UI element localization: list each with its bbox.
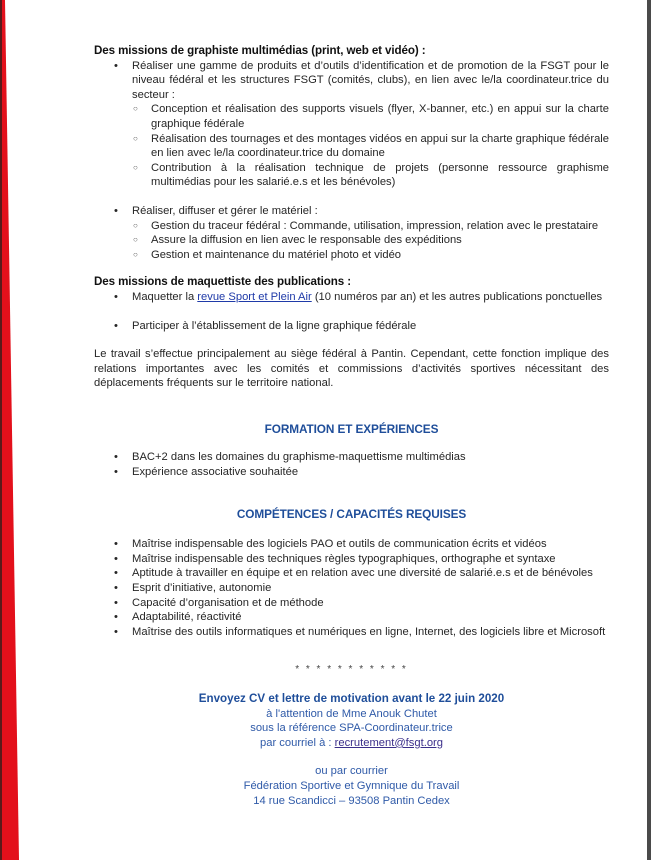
bullet-icon: • [114,290,118,303]
formation-list [94,450,609,479]
sub-list-item-text: Assure la diffusion en lien avec le responsable des expéditions [151,234,462,247]
bullet-icon: • [114,466,118,479]
list-item-text: Maîtrise des outils informatiques et numériques en ligne, Internet, des logiciels libre et Microsoft [132,625,606,638]
list-item-text: Esprit d’initiative, autonomie [132,582,272,595]
bullet-icon: • [114,538,118,551]
competences-list [94,537,609,639]
formation-heading: FORMATION ET EXPÉRIENCES [264,421,439,436]
list-item [94,566,609,581]
sub-list-item-text: Gestion du traceur fédéral : Commande, utilisation, impression, relation avec le prestataire [151,219,599,232]
revue-link[interactable]: revue Sport et Plein Air [197,290,312,303]
list-item-text-after: (10 numéros par an) et les autres publications ponctuelles [311,290,603,303]
list-item [94,581,609,596]
list-item [94,290,609,305]
sub-list-item-text: Contribution à la réalisation technique de projets (personne ressource graphisme multimédias pour les salarié.e.s et les bénévoles) [151,161,609,189]
sub-list-item [132,219,609,234]
list-item [94,465,609,480]
list-item-text: Maîtrise indispensable des techniques règles typographiques, orthographe et syntaxe [132,552,556,565]
list-item-text: Capacité d’organisation et de méthode [132,596,324,609]
red-strip-shadow [0,0,2,860]
competences-heading: COMPÉTENCES / CAPACITÉS REQUISES [236,506,467,521]
hollow-bullet-icon: ○ [133,220,138,230]
list-item-text: Expérience associative souhaitée [132,466,299,479]
list-item [94,537,609,552]
contact-attention: à l'attention de Mme Anouk Chutet [266,707,437,720]
sub-list-item-text: Gestion et maintenance du matériel photo et vidéo [151,248,402,261]
list-item [94,450,609,465]
separator-stars: * * * * * * * * * * * [295,664,408,676]
document-page [94,44,609,808]
spacer [94,305,609,319]
contact-or-mail: ou par courrier [315,765,388,778]
list-item-text: Participer à l’établissement de la ligne graphique fédérale [132,319,417,332]
contact-email-line [94,736,609,751]
bullet-icon: • [114,451,118,464]
list-item-text: Maîtrise indispensable des logiciels PAO et outils de communication écrits et vidéos [132,538,547,551]
sub-list-item [132,132,609,161]
bullet-icon: • [114,567,118,580]
red-strip-shape [0,0,19,860]
bullet-icon: • [114,319,118,332]
maquettiste-list [94,290,609,333]
list-item [94,319,609,334]
list-item [94,204,609,262]
sub-list-item [132,233,609,248]
bullet-icon: • [114,552,118,565]
sub-list-item-text: Conception et réalisation des supports visuels (flyer, X-banner, etc.) en appui sur la charte graphique fédérale [151,103,609,130]
email-link[interactable]: recrutement@fsgt.org [334,736,443,749]
list-item-text: Réaliser, diffuser et gérer le matériel : [132,204,318,217]
sub-list-item [132,161,609,190]
list-item [94,610,609,625]
list-item-text: Adaptabilité, réactivité [132,611,242,624]
contact-block [94,692,609,808]
bullet-icon: • [114,596,118,609]
bullet-icon: • [114,611,118,624]
contact-reference: sous la référence SPA-Coordinateur.trice [250,722,453,735]
graphiste-section-title: Des missions de graphiste multimédias (print, web et vidéo) : [94,44,426,57]
sub-list [132,219,609,263]
bullet-icon: • [114,59,118,72]
list-item-text: BAC+2 dans les domaines du graphisme-maquettisme multimédias [132,451,466,464]
hollow-bullet-icon: ○ [133,235,138,245]
contact-headline: Envoyez CV et lettre de motivation avant le 22 juin 2020 [198,692,505,705]
sub-list-item [132,102,609,131]
contact-email-prefix: par courriel à : [260,736,335,749]
contact-organization: Fédération Sportive et Gymnique du Travail [243,779,460,792]
maquettiste-section-title: Des missions de maquettiste des publications : [94,275,351,289]
bullet-icon: • [114,625,118,638]
list-item [94,625,609,640]
hollow-bullet-icon: ○ [133,249,138,259]
list-item [94,552,609,567]
hollow-bullet-icon: ○ [133,162,138,172]
list-item [94,59,609,190]
hollow-bullet-icon: ○ [133,133,138,143]
bullet-icon: • [114,582,118,595]
list-item-text-before: Maquetter la [132,290,198,303]
sub-list [132,102,609,190]
graphiste-list [94,59,609,263]
bullet-icon: • [114,204,118,217]
list-item-text: Aptitude à travailler en équipe et en relation avec une diversité de salarié.e.s et de bénévoles [132,567,593,580]
list-item-text: Réaliser une gamme de produits et d’outils d’identification et de promotion de la FSGT pour le niveau fédéral et les structures FSGT (comités, clubs), en lien avec le/la coordinateur.trice du secteur : [132,59,609,101]
spacer [94,190,609,204]
left-red-border [0,0,20,860]
work-paragraph: Le travail s’effectue principalement au siège fédéral à Pantin. Cependant, cette fonction implique des relations importantes avec les comités et commissions d’activités sportives nécessitant des déplacements fréquents sur le territoire national. [94,348,609,390]
sub-list-item [132,248,609,263]
list-item [94,596,609,611]
right-scroll-edge [647,0,651,860]
hollow-bullet-icon: ○ [133,104,138,114]
sub-list-item-text: Réalisation des tournages et des montages vidéos en appui sur la charte graphique fédérale en lien avec le/la coordinateur.trice du domaine [151,132,609,160]
contact-address: 14 rue Scandicci – 93508 Pantin Cedex [253,794,450,807]
